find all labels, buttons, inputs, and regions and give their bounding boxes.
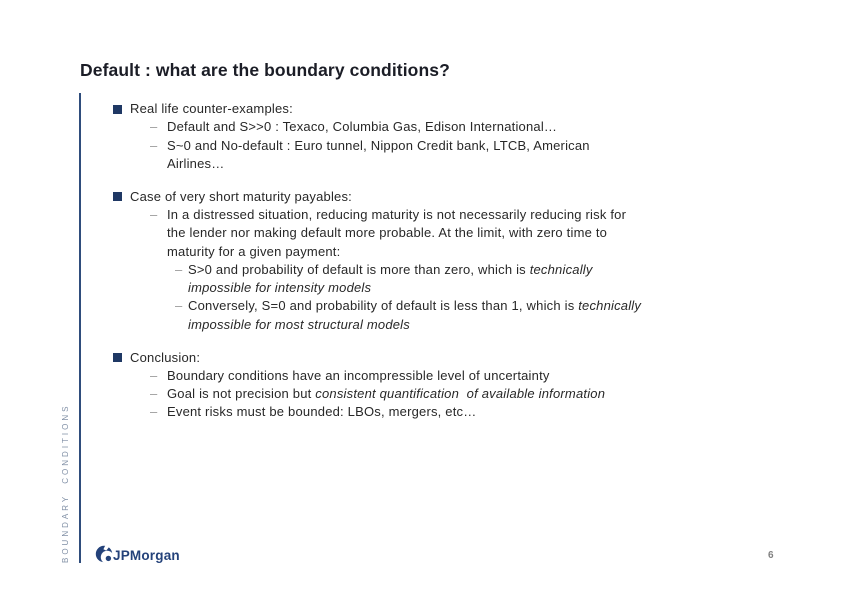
sub-item-line (0, 316, 841, 334)
bullet-square-icon (113, 353, 122, 362)
dash-icon: – (150, 119, 158, 135)
bullet-header-label: Conclusion: (130, 349, 201, 365)
bullet-section (0, 349, 841, 422)
sub-item-line (0, 206, 841, 224)
sub-item-line (0, 279, 841, 297)
jpmorgan-logo (95, 545, 180, 563)
sub-item-text: S~0 and No-default : Euro tunnel, Nippon Credit bank, LTCB, American (167, 137, 590, 153)
sub-item-text: impossible for intensity models (188, 280, 372, 296)
bullet-header-label: Real life counter-examples: (130, 101, 293, 116)
slide-body (0, 100, 841, 436)
sub-item-line (0, 297, 841, 315)
sub-item-line (0, 385, 841, 403)
dash-icon: – (150, 367, 158, 383)
sub-item-line (0, 137, 841, 155)
dash-icon: – (150, 404, 158, 420)
dash-icon: – (175, 298, 183, 314)
bullet-section (0, 188, 841, 334)
dash-icon: – (150, 206, 158, 222)
sub-item-line (0, 224, 841, 242)
bullet-square-icon (113, 192, 122, 201)
sub-item-text: Goal is not precision but consistent quantification of available information (167, 386, 606, 402)
jpmorgan-roundel-icon (95, 545, 113, 563)
sub-item-text: Airlines… (167, 155, 225, 171)
sub-item-text: maturity for a given payment: (167, 243, 341, 259)
jpmorgan-logo-text: JPMorgan (113, 548, 180, 563)
sub-item-line (0, 403, 841, 421)
sub-item-text: Default and S>>0 : Texaco, Columbia Gas, Edison International… (167, 119, 558, 135)
bullet-header-label: Case of very short maturity payables: (130, 188, 352, 204)
sub-item-text: the lender nor making default more probable. At the limit, with zero time to (167, 225, 608, 241)
sub-item-line (0, 243, 841, 261)
page-number: 6 (768, 550, 774, 561)
dash-icon: – (175, 261, 183, 277)
sub-item-text: impossible for most structural models (188, 316, 410, 332)
sub-item-text: Event risks must be bounded: LBOs, mergers, etc… (167, 404, 477, 420)
sub-item-text: S>0 and probability of default is more than zero, which is technically (188, 261, 593, 277)
bullet-header-row (0, 349, 841, 367)
bullet-square-icon (113, 105, 122, 114)
sub-item-line (0, 367, 841, 385)
sub-item-text: Boundary conditions have an incompressible level of uncertainty (167, 367, 550, 383)
dash-icon: – (150, 386, 158, 402)
slide-title: Default : what are the boundary conditions? (80, 60, 450, 80)
bullet-header-row (0, 188, 841, 206)
sub-item-line (0, 118, 841, 136)
bullet-header-row (0, 100, 841, 118)
sidebar-vertical-label: BOUNDARY CONDITIONS (61, 403, 70, 563)
sub-item-line (0, 155, 841, 173)
bullet-section (0, 100, 841, 173)
sub-item-text: In a distressed situation, reducing maturity is not necessarily reducing risk for (167, 206, 627, 222)
sub-item-text: Conversely, S=0 and probability of default is less than 1, which is technically (188, 298, 642, 314)
dash-icon: – (150, 137, 158, 153)
sub-item-line (0, 261, 841, 279)
